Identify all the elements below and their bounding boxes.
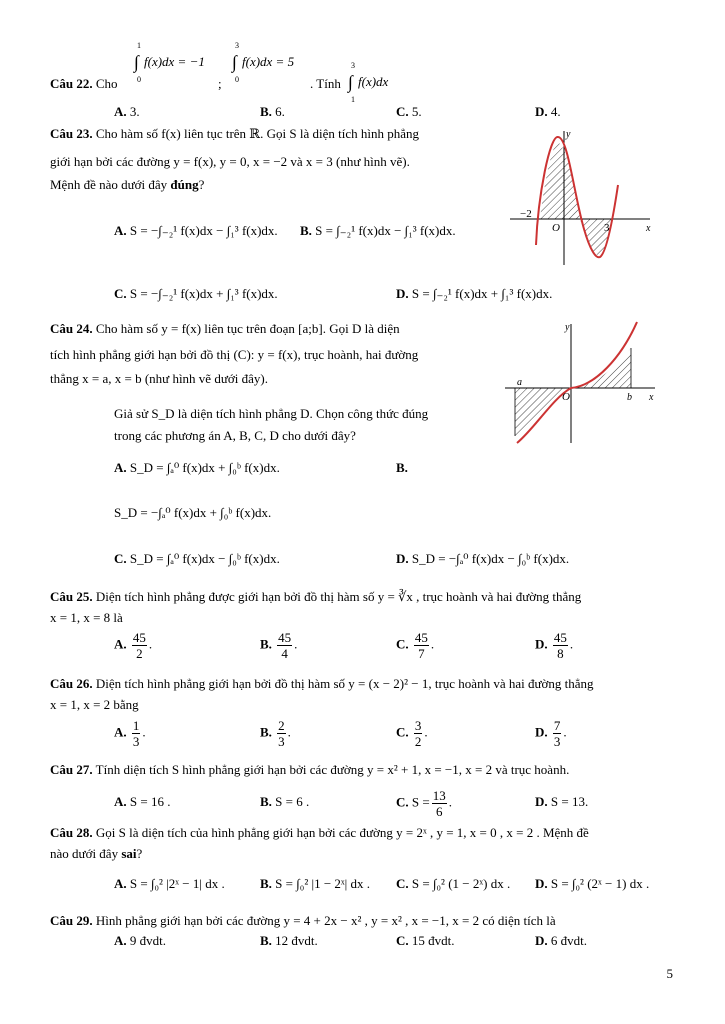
q29-line1: Câu 29. Hình phẳng giới hạn bởi các đường y = 4 + 2x − x² , y = x² , x = −1, x = 2 có diện tích là xyxy=(50,913,556,928)
q28-line2: nào dưới đây sai? xyxy=(50,846,143,861)
q27-opt-d: D. S = 13. xyxy=(535,794,589,809)
q22-separator: ; xyxy=(218,76,222,91)
q22-opt-d: D. 4. xyxy=(535,104,561,119)
q27-opt-b: B. S = 6 . xyxy=(260,794,310,809)
q23-line3: Mệnh đề nào dưới đây đúng? xyxy=(50,177,205,192)
q24-line4: Giả sử S_D là diện tích hình phẳng D. Chọn công thức đúng xyxy=(114,406,429,421)
q26-line1: Câu 26. Diện tích hình phẳng giới hạn bởi đồ thị hàm số y = (x − 2)² − 1, trục hoành và hai đường thẳng xyxy=(50,676,594,691)
q24-opt-b-key: B. xyxy=(396,460,408,475)
q26-opt-b: B. $\frac{2}{3}$ . xyxy=(260,718,291,749)
q24-line3: thẳng x = a, x = b (như hình vẽ dưới đây). xyxy=(50,371,268,386)
q24-opt-c: C. S_D = ∫ₐ⁰ f(x)dx − ∫₀ᵇ f(x)dx. xyxy=(114,551,280,566)
q24-opt-b: S_D = −∫ₐ⁰ f(x)dx + ∫₀ᵇ f(x)dx. xyxy=(114,505,272,520)
q27-line1: Câu 27. Tính diện tích S hình phẳng giới hạn bởi các đường y = x² + 1, x = −1, x = 2 và trục hoành. xyxy=(50,762,570,777)
q26-opt-d: D. $\frac{7}{3}$ . xyxy=(535,718,567,749)
q22-opt-c: C. 5. xyxy=(396,104,422,119)
q24-opt-d: D. S_D = −∫ₐ⁰ f(x)dx − ∫₀ᵇ f(x)dx. xyxy=(396,551,570,566)
q29-opt-c: C. 15 đvdt. xyxy=(396,933,455,948)
q22-int1: ∫ 1 0 f(x)dx = −1 xyxy=(134,41,205,84)
q25-line1: Câu 25. Diện tích hình phẳng được giới hạn bởi đồ thị hàm số y = ∛x , trục hoành và hai đường thẳng xyxy=(50,589,582,604)
q23-tick-3: 3 xyxy=(604,222,610,234)
q25-opt-d: D. $\frac{45}{8}$ . xyxy=(535,630,574,661)
q23-line1: Câu 23. Cho hàm số f(x) liên tục trên ℝ. Gọi S là diện tích hình phẳng xyxy=(50,126,419,141)
q25-line2: x = 1, x = 8 là xyxy=(50,610,123,625)
q23-tick-neg2: −2 xyxy=(520,208,532,220)
q23-y-label: y xyxy=(566,129,571,140)
q23-origin-label: O xyxy=(552,222,560,234)
q24-y-label: y xyxy=(565,322,570,333)
q23-opt-d: D. S = ∫₋₂¹ f(x)dx + ∫₁³ f(x)dx. xyxy=(396,286,553,301)
q29-opt-d: D. 6 đvdt. xyxy=(535,933,588,948)
q23-opt-c: C. S = −∫₋₂¹ f(x)dx + ∫₁³ f(x)dx. xyxy=(114,286,278,301)
q27-opt-c: C. S = $\frac{13}{6}$ . xyxy=(396,788,452,819)
q28-opt-d: D. S = ∫₀² (2ˣ − 1) dx . xyxy=(535,876,650,891)
q24-line2: tích hình phẳng giới hạn bởi đồ thị (C): y = f(x), trục hoành, hai đường xyxy=(50,347,419,362)
q27-opt-a: A. S = 16 . xyxy=(114,794,171,809)
q24-b-label: b xyxy=(627,392,632,403)
q28-opt-b: B. S = ∫₀² |1 − 2ˣ| dx . xyxy=(260,876,371,891)
q22-opt-a: A. 3. xyxy=(114,104,140,119)
q24-line5: trong các phương án A, B, C, D cho dưới đây? xyxy=(114,428,356,443)
q22-ask: . Tính xyxy=(310,76,341,91)
q24-a-label: a xyxy=(517,377,522,388)
q22-int3: ∫ 3 1 f(x)dx xyxy=(348,61,389,104)
q28-opt-a: A. S = ∫₀² |2ˣ − 1| dx . xyxy=(114,876,225,891)
q28-line1: Câu 28. Gọi S là diện tích của hình phẳng giới hạn bởi các đường y = 2ˣ , y = 1, x = 0 , x = 2 . Mệnh đề xyxy=(50,825,589,840)
q22-opt-b: B. 6. xyxy=(260,104,285,119)
q22-stem: Câu 22. Cho xyxy=(50,76,118,91)
q25-opt-a: A. $\frac{45}{2}$ . xyxy=(114,630,153,661)
q23-opt-a: A. S = −∫₋₂¹ f(x)dx − ∫₁³ f(x)dx. xyxy=(114,223,278,238)
q23-opt-b: B. S = ∫₋₂¹ f(x)dx − ∫₁³ f(x)dx. xyxy=(300,223,456,238)
q25-opt-c: C. $\frac{45}{7}$ . xyxy=(396,630,435,661)
q26-line2: x = 1, x = 2 bằng xyxy=(50,697,139,712)
q24-x-label: x xyxy=(649,392,654,403)
q25-opt-b: B. $\frac{45}{4}$ . xyxy=(260,630,298,661)
q24-shade-right xyxy=(571,348,631,388)
q29-opt-b: B. 12 đvdt. xyxy=(260,933,318,948)
q24-line1: Câu 24. Cho hàm số y = f(x) liên tục trên đoạn [a;b]. Gọi D là diện xyxy=(50,321,400,336)
q23-graph xyxy=(500,125,660,270)
q23-line2: giới hạn bởi các đường y = f(x), y = 0, x = −2 và x = 3 (như hình vẽ). xyxy=(50,154,410,169)
q22-int2: ∫ 3 0 f(x)dx = 5 xyxy=(232,41,295,84)
q24-origin-label: O xyxy=(562,391,570,403)
q26-opt-c: C. $\frac{3}{2}$ . xyxy=(396,718,428,749)
q28-opt-c: C. S = ∫₀² (1 − 2ˣ) dx . xyxy=(396,876,511,891)
q23-x-label: x xyxy=(646,223,651,234)
q24-opt-a: A. S_D = ∫ₐ⁰ f(x)dx + ∫₀ᵇ f(x)dx. xyxy=(114,460,280,475)
q29-opt-a: A. 9 đvdt. xyxy=(114,933,167,948)
q24-graph xyxy=(505,318,665,448)
page-number: 5 xyxy=(666,966,673,981)
q26-opt-a: A. $\frac{1}{3}$ . xyxy=(114,718,146,749)
